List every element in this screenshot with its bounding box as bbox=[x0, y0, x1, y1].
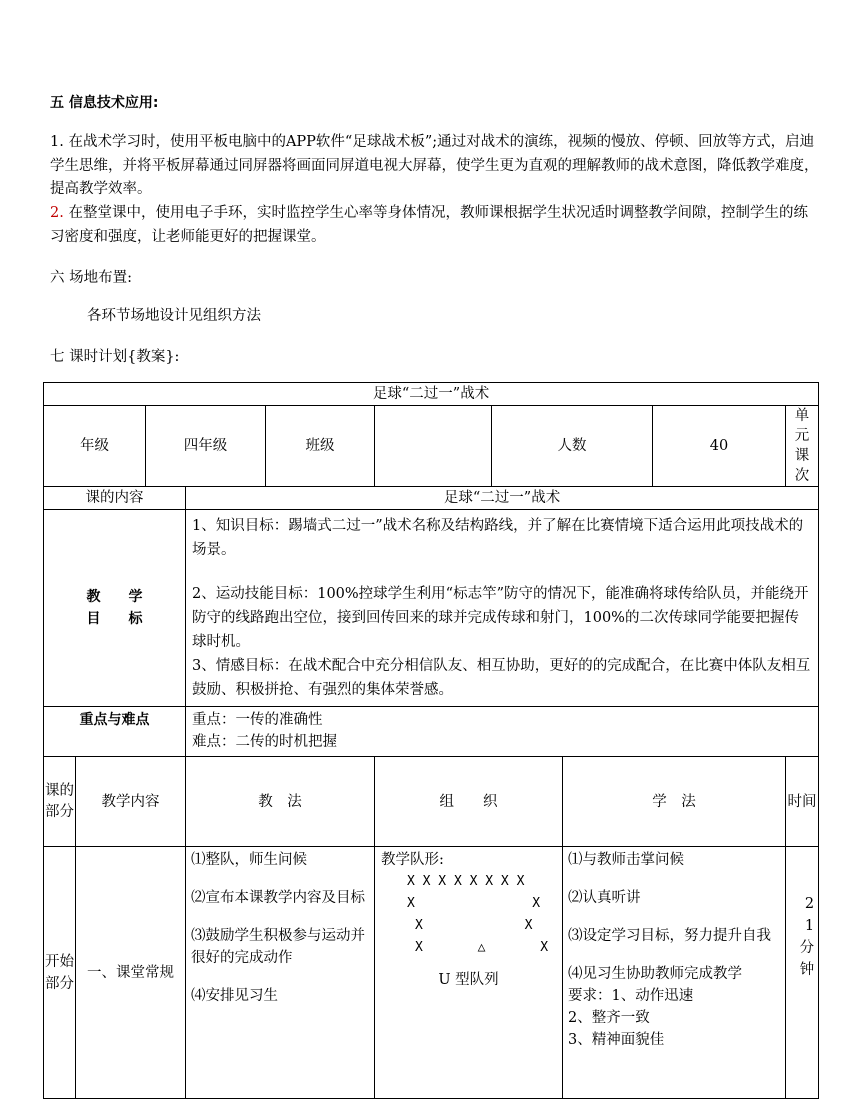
formation-line-1: X X X X X X X X bbox=[407, 874, 525, 889]
paragraph-2-text: 在整堂课中，使用电子手环，实时监控学生心率等身体情况，教师课根据学生状况适时调整教学间隙，控制学生的练习密度和强度，让老师能更好的把握课堂。 bbox=[50, 205, 808, 245]
header-time: 时间 bbox=[786, 757, 819, 847]
study-4: ⑷见习生协助教师完成教学 bbox=[568, 966, 742, 982]
method-4: ⑷安排见习生 bbox=[191, 988, 278, 1004]
time-cell bbox=[786, 847, 819, 1099]
content-value: 足球“二过一”战术 bbox=[186, 487, 819, 510]
study-1: ⑴与教师击掌问候 bbox=[568, 852, 684, 868]
goals-label-line-2: 目 标 bbox=[86, 611, 143, 627]
section7-heading: 七 课时计划{教案}: bbox=[50, 349, 180, 365]
goals-label-line-1: 教 学 bbox=[86, 589, 143, 605]
organization-cell bbox=[375, 847, 563, 1099]
section5-paragraph-1: 1. 在战术学习时，使用平板电脑中的APP软件“足球战术板”;通过对战术的演练，视频的慢放、停顿、回放等方式，启迪学生思维，并将平板屏幕通过同屏器将画面同屏道电视大屏幕，使学生更为直观的理解教师的战术意图，降低教学难度，提高教学效率。 bbox=[50, 134, 819, 197]
paragraph-2-number: 2. bbox=[50, 205, 64, 221]
key-points-content bbox=[186, 707, 819, 757]
grade-label: 年级 bbox=[44, 406, 146, 487]
key-points-label: 重点与难点 bbox=[44, 707, 186, 757]
goals-label bbox=[44, 510, 186, 707]
unit-label: 单元课次 bbox=[786, 406, 819, 487]
info-row bbox=[44, 406, 819, 487]
time-line-2: 1 分钟 bbox=[799, 918, 815, 978]
count-label: 人数 bbox=[492, 406, 653, 487]
header-organization: 组 织 bbox=[375, 757, 563, 847]
header-content: 教学内容 bbox=[76, 757, 186, 847]
study-2: ⑵认真听讲 bbox=[568, 890, 641, 906]
grade-value: 四年级 bbox=[146, 406, 266, 487]
goal-knowledge: 1、知识目标：踢墙式二过一”战术名称及结构路线，并了解在比赛情境下适合运用此项技战术的场景。 bbox=[192, 518, 804, 558]
table-row bbox=[44, 847, 819, 1099]
part-start: 开始部分 bbox=[44, 847, 76, 1099]
method-cell bbox=[186, 847, 375, 1099]
content-routine: 一、课堂常规 bbox=[76, 847, 186, 1099]
goals-content bbox=[186, 510, 819, 707]
goal-skill: 2、运动技能目标：100%控球学生利用“标志竿”防守的情况下，能准确将球传给队员，并能绕开防守的线路跑出空位，接到回传回来的球并完成传球和射门，100%的二次传球同学能要把握传球时机。 bbox=[192, 586, 809, 650]
lesson-plan-table bbox=[43, 382, 819, 1099]
key-points-row bbox=[44, 707, 819, 757]
study-cell bbox=[563, 847, 786, 1099]
formation-line-4: X △ X bbox=[415, 940, 549, 955]
key-point: 重点：一传的准确性 bbox=[192, 712, 323, 728]
formation-caption: U 型队列 bbox=[438, 972, 499, 988]
header-study: 学 法 bbox=[563, 757, 786, 847]
requirement-3: 3、精神面貌佳 bbox=[568, 1032, 665, 1048]
count-value: 40 bbox=[653, 406, 786, 487]
column-header-row bbox=[44, 757, 819, 847]
section5-paragraph-2 bbox=[50, 202, 820, 249]
requirement-2: 2、整齐一致 bbox=[568, 1010, 650, 1026]
goal-emotion: 3、情感目标：在战术配合中充分相信队友、相互协助，更好的的完成配合，在比赛中体队友相互鼓励、积极拼抢、有强烈的集体荣誉感。 bbox=[192, 658, 811, 698]
goals-row bbox=[44, 510, 819, 707]
content-label: 课的内容 bbox=[44, 487, 186, 510]
table-title: 足球“二过一”战术 bbox=[44, 383, 819, 406]
formation-line-3: X X bbox=[415, 918, 533, 933]
section6-heading: 六 场地布置: bbox=[50, 270, 132, 286]
formation-title: 教学队形: bbox=[381, 852, 444, 868]
requirement-1: 要求：1、动作迅速 bbox=[568, 988, 694, 1004]
header-method: 教 法 bbox=[186, 757, 375, 847]
formation-line-2: X X bbox=[407, 896, 541, 911]
section5-heading: 五 信息技术应用: bbox=[50, 95, 159, 111]
class-value bbox=[375, 406, 492, 487]
section6-text: 各环节场地设计见组织方法 bbox=[87, 308, 261, 324]
time-line-1: 2 bbox=[804, 896, 815, 912]
header-part: 课的部分 bbox=[44, 757, 76, 847]
method-2: ⑵宣布本课教学内容及目标 bbox=[191, 890, 365, 906]
method-1: ⑴整队，师生问候 bbox=[191, 852, 307, 868]
class-label: 班级 bbox=[266, 406, 375, 487]
table-title-row bbox=[44, 383, 819, 406]
content-row bbox=[44, 487, 819, 510]
difficulty-point: 难点：二传的时机把握 bbox=[192, 734, 337, 750]
method-3: ⑶鼓励学生积极参与运动并很好的完成动作 bbox=[191, 928, 365, 966]
study-3: ⑶设定学习目标，努力提升自我 bbox=[568, 928, 771, 944]
